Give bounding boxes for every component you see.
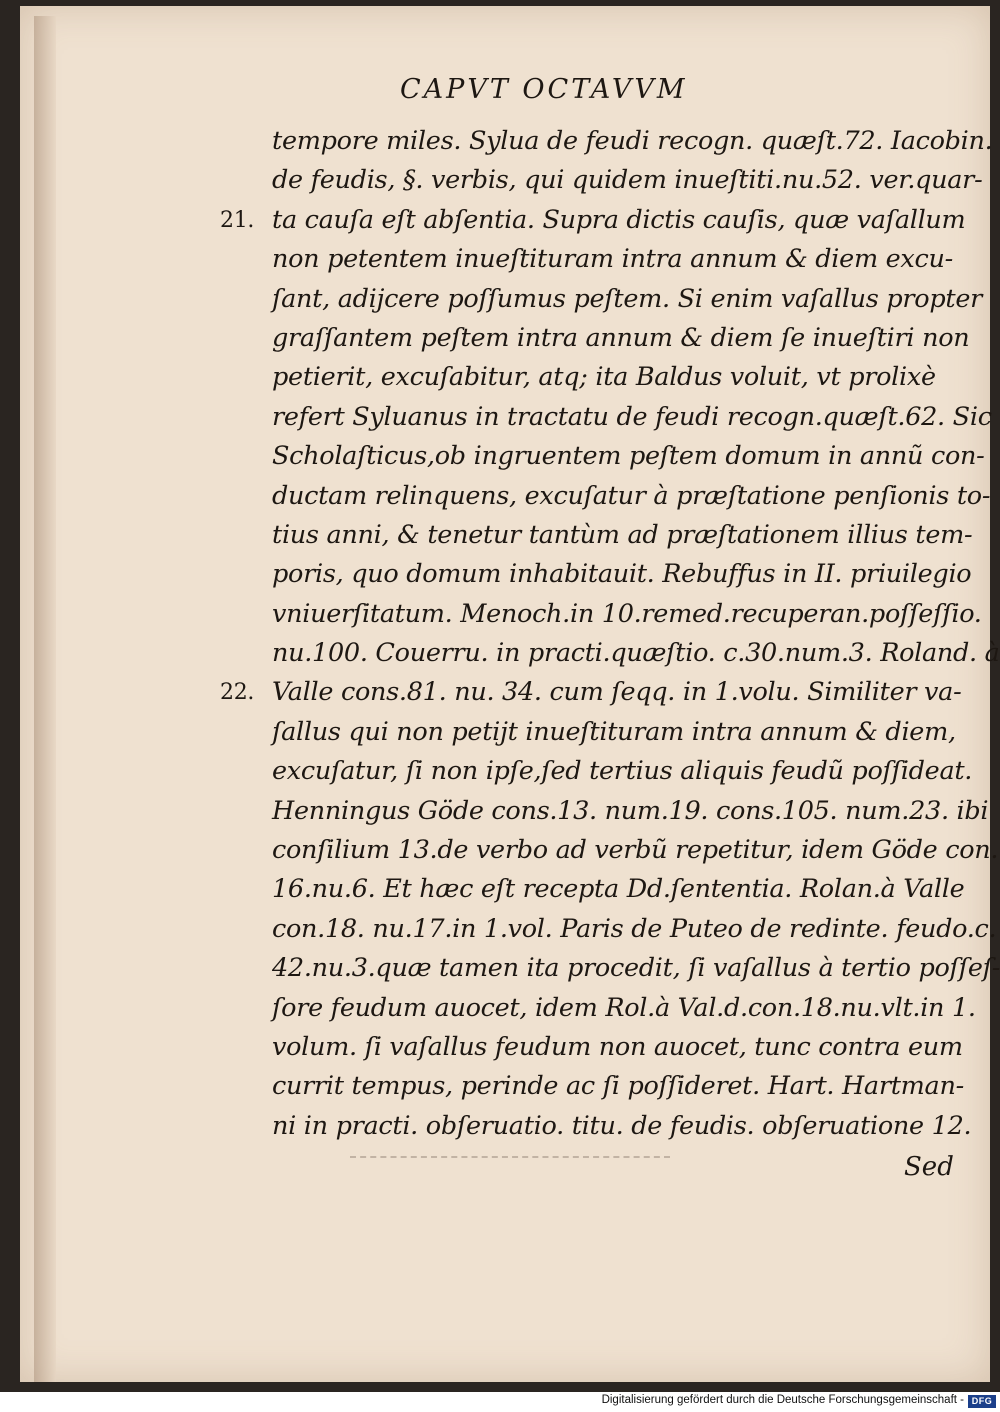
line-text: excuſatur, ſi non ipſe,ſed tertius aliquis feudũ poſſideat. (272, 756, 973, 787)
faint-rule (350, 1156, 670, 1160)
line-text: petierit, excuſabitur, atq; ita Baldus voluit, vt prolixè (272, 362, 936, 393)
line-text: Scholaſticus,ob ingruentem peſtem domum in annũ con- (272, 441, 985, 472)
line-text: volum. ſi vaſallus feudum non auocet, tunc contra eum (272, 1031, 963, 1062)
running-head: CAPVT OCTAVVM (400, 74, 688, 105)
text-line (200, 910, 997, 949)
line-text: ni in practi. obſeruatio. titu. de feudis. obſeruatione 12. (272, 1110, 972, 1141)
text-line (200, 437, 985, 476)
line-text: tempore miles. Sylua de feudi recogn. quæſt.72. Iacobin. (272, 126, 993, 156)
line-text: ductam relinquens, excuſatur à præſtatione penſionis to- (272, 480, 991, 511)
text-line (200, 673, 960, 712)
text-line (200, 161, 983, 200)
text-line (200, 516, 973, 555)
line-text: de feudis, §. verbis, qui quidem inueſtiti.nu.52. ver.quar- (272, 165, 983, 196)
text-line (200, 240, 960, 279)
line-text: ſant, adijcere poſſumus peſtem. Si enim vaſallus propter (272, 283, 983, 314)
line-text: Valle cons.81. nu. 34. cum ſeqq. in 1.volu. Similiter va- (272, 677, 962, 708)
line-text: vniuerſitatum. Menoch.in 10.remed.recuperan.poſſeſſio. (272, 598, 982, 629)
book-page (20, 6, 1000, 1382)
catchword: Sed (904, 1152, 954, 1182)
text-line (200, 1028, 963, 1067)
line-text: refert Syluanus in tractatu de feudi recogn.quæſt.62. Sic (272, 401, 992, 432)
text-line (200, 122, 993, 161)
line-text: currit tempus, perinde ac ſi poſſideret. Hart. Hartman- (272, 1071, 964, 1102)
line-text: poris, quo domum inhabitauit. Rebuffus in II. priuilegio (272, 559, 972, 590)
text-line (200, 358, 960, 397)
line-text: ta cauſa eſt abſentia. Supra dictis cauſis, quæ vaſallum (272, 204, 966, 235)
page-gutter-shadow (34, 16, 56, 1382)
line-text: non petentem inueſtituram intra annum & diem excu- (272, 244, 953, 275)
text-line (200, 1067, 964, 1106)
line-text: ſore feudum auocet, idem Rol.à Val.d.con.18.nu.vlt.in 1. (272, 992, 976, 1023)
line-text: nu.100. Couerru. in practi.quæſtio. c.30.num.3. Roland. à (272, 638, 1000, 669)
text-line (200, 792, 989, 831)
text-line (200, 870, 965, 909)
text-line (200, 1107, 972, 1146)
text-line (200, 398, 992, 437)
footer-bar (0, 1392, 1000, 1412)
line-text: ſallus qui non petijt inueſtituram intra annum & diem, (272, 716, 956, 747)
dfg-logo-icon: DFG (968, 1395, 996, 1408)
text-line (200, 280, 983, 319)
text-line (200, 949, 1000, 988)
line-text: graſſantem peſtem intra annum & diem ſe inueſtiri non (272, 322, 970, 353)
text-line (200, 713, 960, 752)
text-line (200, 319, 970, 358)
margin-number: 21. (220, 207, 255, 233)
line-text: tius anni, & tenetur tantùm ad præſtationem illius tem- (272, 519, 973, 550)
text-line (200, 555, 972, 594)
text-line (200, 595, 982, 634)
text-line (200, 477, 991, 516)
text-line (200, 831, 999, 870)
text-line (200, 989, 976, 1028)
text-line (200, 634, 1000, 673)
margin-number: 22. (220, 680, 255, 706)
body-text (200, 122, 1000, 1146)
text-line (200, 752, 973, 791)
line-text: 16.nu.6. Et hæc eſt recepta Dd.ſententia. Rolan.à Valle (272, 874, 965, 905)
text-line (200, 201, 966, 240)
line-text: conſilium 13.de verbo ad verbũ repetitur, idem Göde con. (272, 835, 999, 866)
funding-credit: Digitalisierung gefördert durch die Deutsche Forschungsgemeinschaft - (601, 1394, 964, 1406)
line-text: Henningus Göde cons.13. num.19. cons.105. num.23. ibi (272, 795, 989, 826)
line-text: con.18. nu.17.in 1.vol. Paris de Puteo de redinte. feudo.c. (272, 913, 997, 944)
line-text: 42.nu.3.quæ tamen ita procedit, ſi vaſallus à tertio poſſeſ- (272, 953, 1000, 984)
